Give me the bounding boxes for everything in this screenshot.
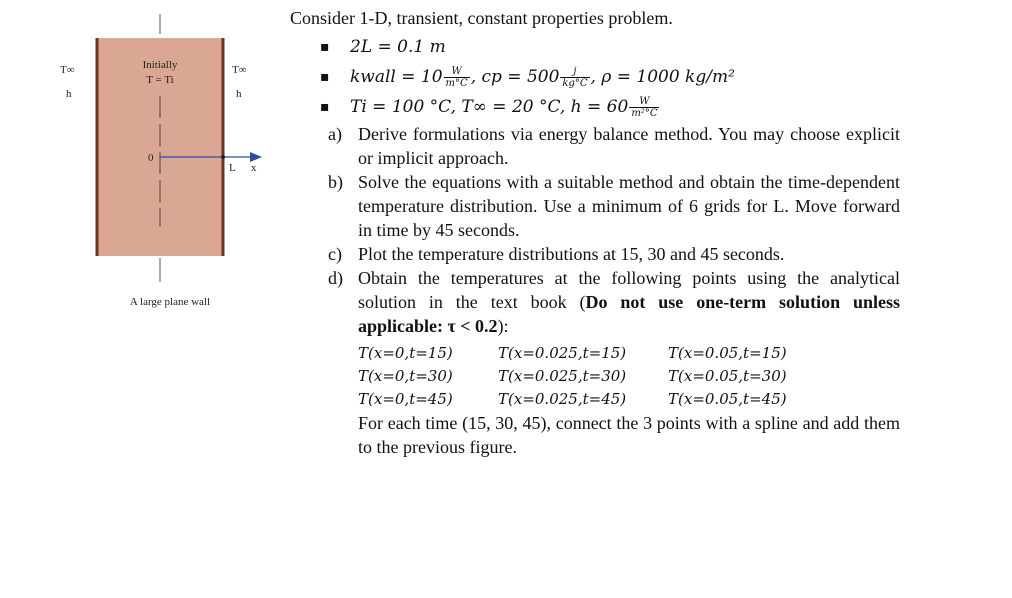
closing-text: For each time (15, 30, 45), connect the 3 points with a spline and add them to the previous figure.: [358, 413, 900, 457]
given-length-text: 2L = 0.1 m: [350, 37, 446, 57]
cp-units: [560, 66, 589, 89]
cp-value: , cp = 500: [470, 67, 560, 87]
task-d-text: [358, 266, 900, 338]
temp-point: T(x=0.05,t=30): [668, 367, 787, 385]
k-units-num: W: [444, 66, 470, 78]
task-a: [290, 122, 900, 170]
temperature-points-grid: [358, 342, 900, 411]
cp-units-num: j: [560, 66, 589, 78]
given-list: [290, 32, 900, 122]
temp-point: T(x=0,t=30): [358, 367, 453, 385]
task-d-text-end: ):: [497, 316, 509, 336]
cp-units-den: kg°C: [562, 78, 588, 89]
length-label: L: [229, 162, 236, 174]
task-b: [290, 170, 900, 242]
right-h-label: h: [236, 88, 242, 100]
task-d-bold: Do not use one-term solution unless applicable: τ < 0.2: [358, 292, 900, 336]
problem-statement: [290, 6, 900, 459]
temp-point: T(x=0.025,t=15): [498, 344, 627, 362]
temp-point: T(x=0,t=15): [358, 344, 453, 362]
rho-value: , ρ = 1000 kg/m²: [590, 67, 735, 87]
h-units: [629, 96, 659, 119]
task-d-text-start: Obtain the temperatures at the following points using the analytical solution in the text book (: [358, 268, 900, 312]
plane-wall-diagram: [0, 0, 280, 593]
conditions-text: Ti = 100 °C, T∞ = 20 °C, h = 60: [350, 97, 629, 117]
task-c-label: c): [328, 244, 342, 264]
task-c-text: Plot the temperature distributions at 15, 30 and 45 seconds.: [358, 244, 785, 264]
task-b-label: b): [328, 172, 343, 192]
left-fluid-temp-label: T∞: [60, 64, 75, 76]
plane-wall-figure: [0, 0, 280, 593]
h-units-num: W: [629, 96, 659, 108]
h-units-den: m²°C: [631, 108, 658, 119]
x-axis-label: x: [251, 162, 257, 174]
point-L: [221, 155, 225, 159]
initially-label: Initially: [142, 59, 178, 71]
k-units: [444, 66, 470, 89]
task-c: [290, 242, 900, 266]
problem-title: Consider 1-D, transient, constant properties problem.: [290, 8, 673, 28]
left-h-label: h: [66, 88, 72, 100]
initial-condition-label: T = Ti: [146, 74, 174, 86]
task-a-label: a): [328, 124, 342, 144]
temp-point: T(x=0.025,t=30): [498, 367, 627, 385]
temp-point: T(x=0,t=45): [358, 390, 453, 408]
task-d: [290, 266, 900, 459]
task-list: [290, 122, 900, 459]
k-value: kwall = 10: [350, 67, 443, 87]
right-fluid-temp-label: T∞: [232, 64, 247, 76]
given-properties: [290, 62, 900, 92]
task-b-text: Solve the equations with a suitable method and obtain the time-dependent temperature distribution. Use a minimum of 6 grids for L. Move forward in time by 45 seconds.: [358, 172, 900, 240]
temp-point: T(x=0.05,t=15): [668, 344, 787, 362]
given-conditions: [290, 92, 900, 122]
task-d-label: d): [328, 268, 343, 288]
k-units-den: m°C: [445, 78, 468, 89]
x-axis-arrowhead: [250, 152, 262, 162]
temp-point: T(x=0.025,t=45): [498, 390, 627, 408]
figure-caption: A large plane wall: [129, 296, 211, 308]
origin-label: 0: [148, 152, 154, 164]
task-a-text: Derive formulations via energy balance method. You may choose explicit or implicit approach.: [358, 124, 900, 168]
given-length: [290, 32, 900, 62]
temp-point: T(x=0.05,t=45): [668, 390, 787, 408]
